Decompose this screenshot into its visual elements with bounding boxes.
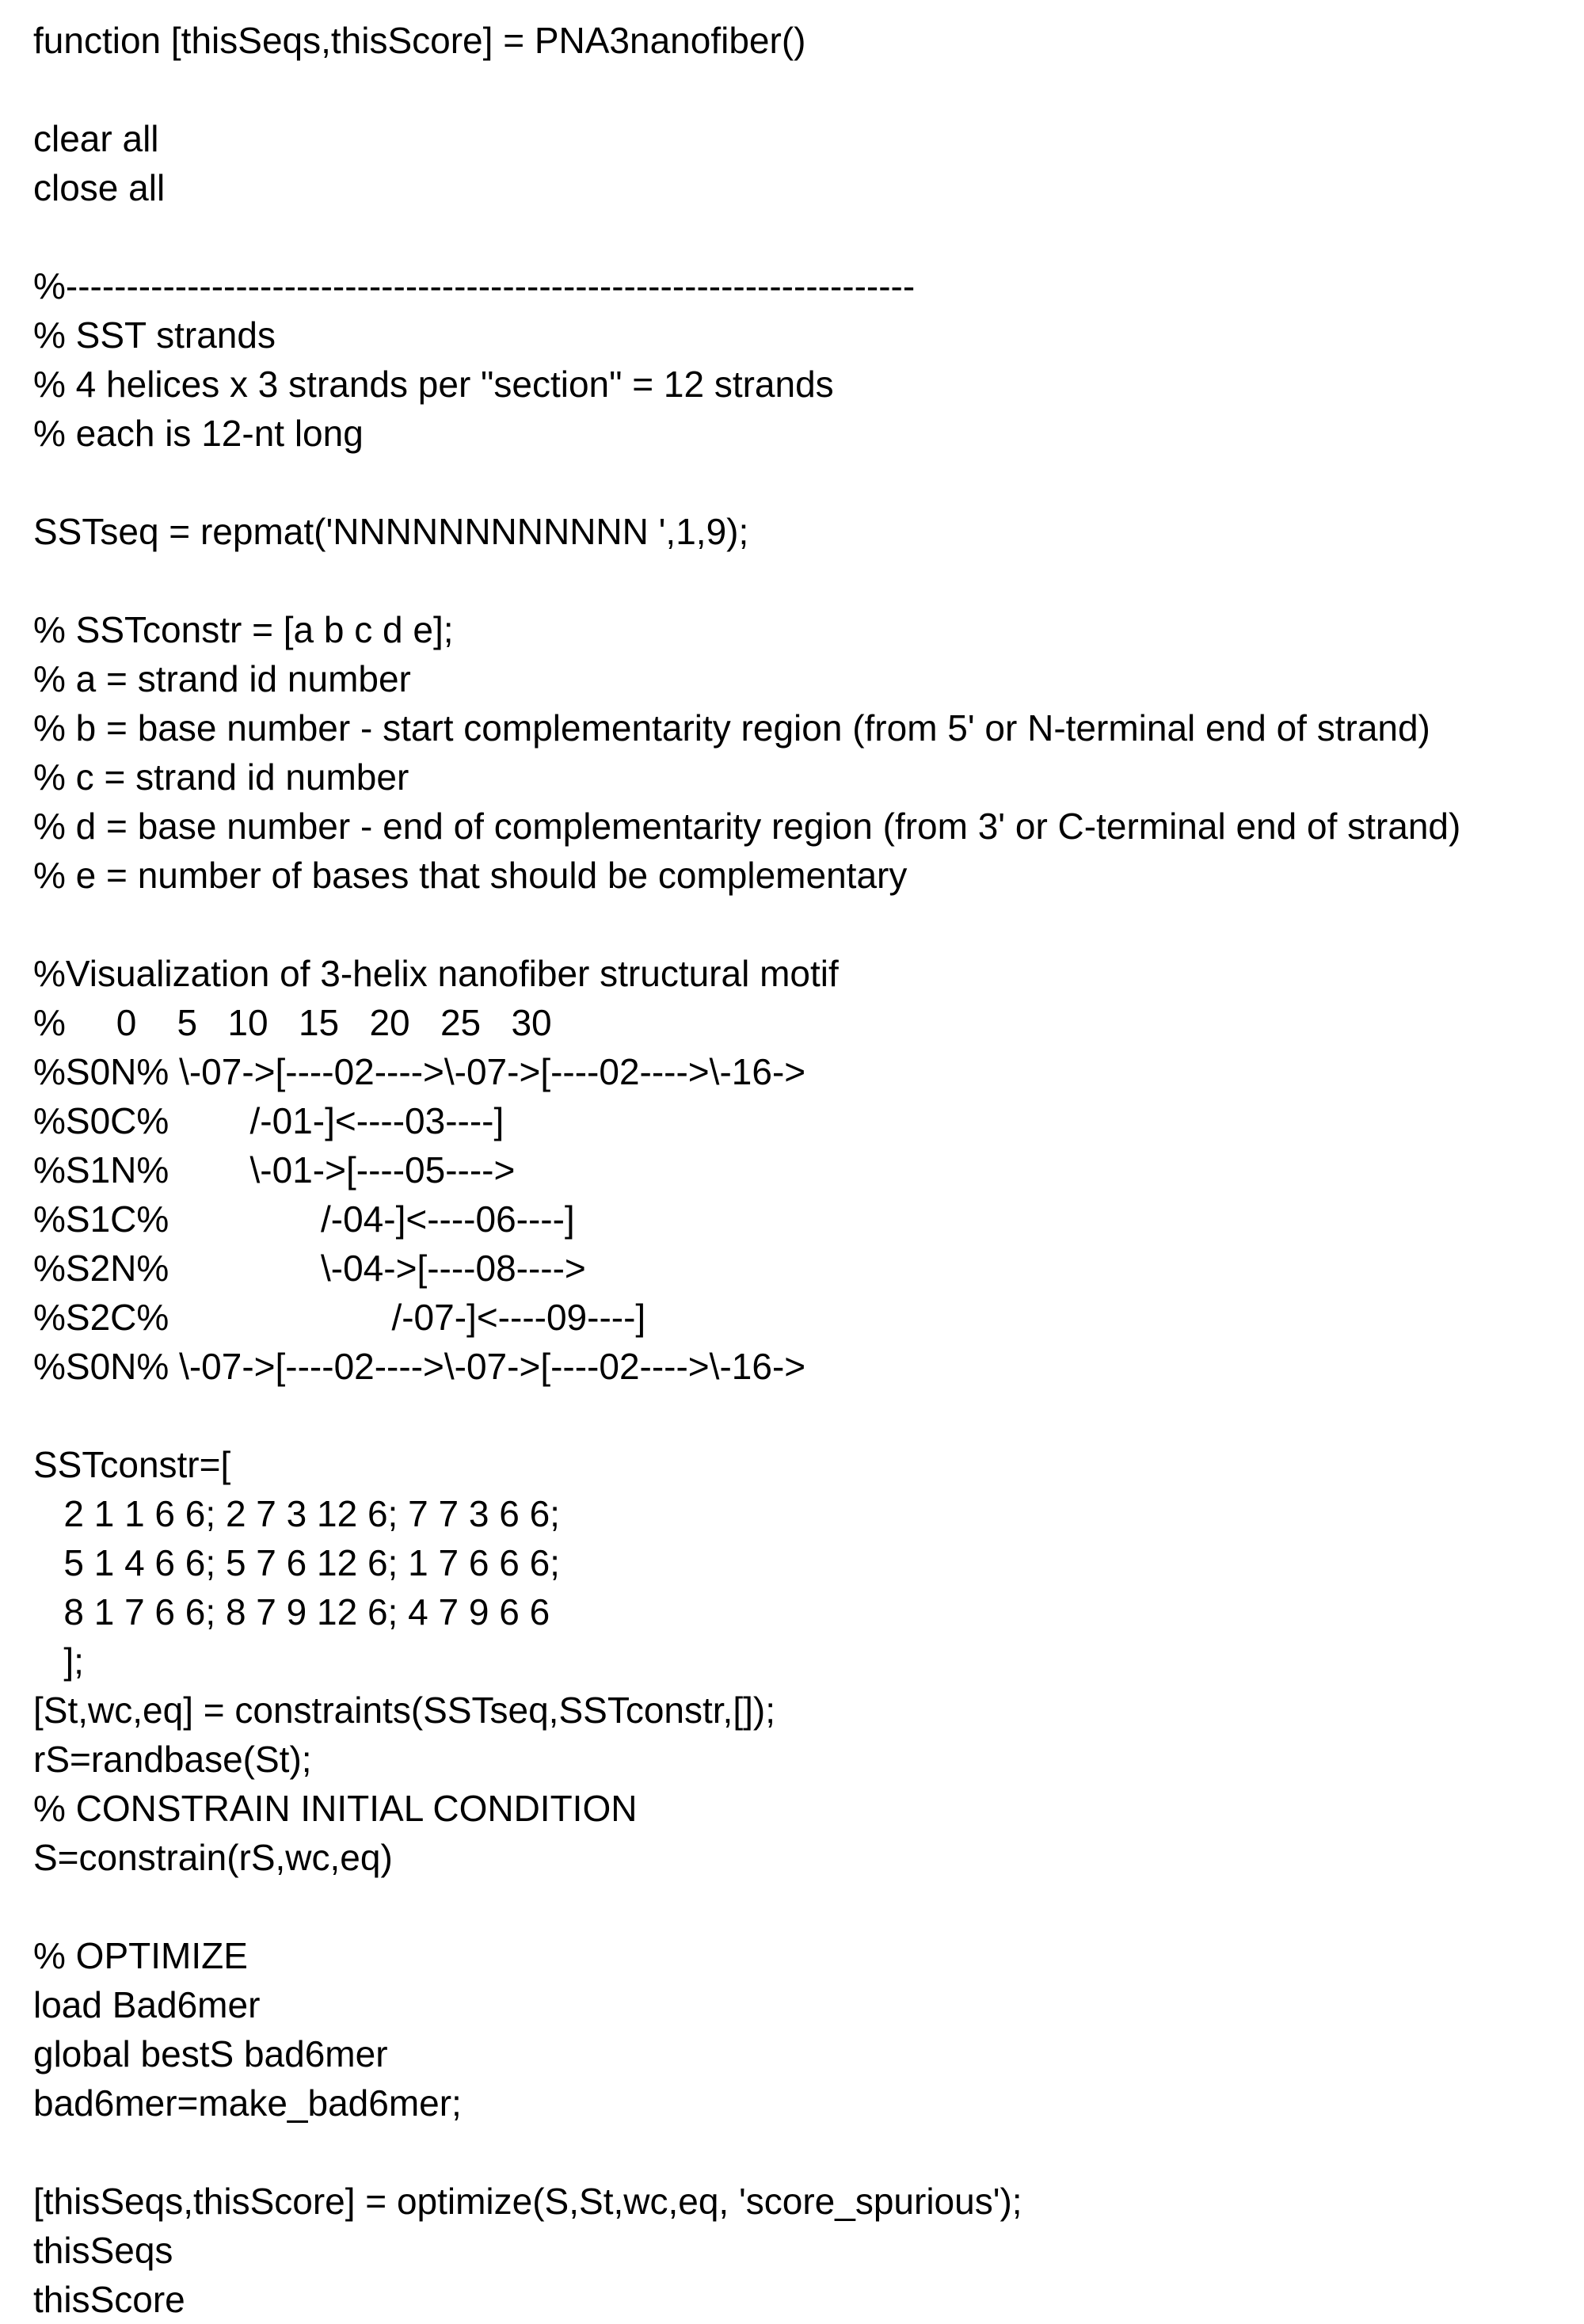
visualization-row: %S0C% /-01-]<----03----] [33,1100,505,1141]
blank-line [33,1391,1584,1440]
sstconstr-close: ]; [33,1640,84,1682]
blank-line [33,900,1584,949]
make-bad6mer-line: bad6mer=make_bad6mer; [33,2082,462,2124]
separator-comment: %---------------------------------------------------------------------- [33,265,916,307]
this-seqs-output: thisSeqs [33,2230,173,2271]
load-bad6mer-line: load Bad6mer [33,1984,261,2025]
blank-line [33,212,1584,261]
visualization-row: %S0N% \-07->[----02---->\-07->[----02---->\-16-> [33,1051,806,1092]
constraints-call: [St,wc,eq] = constraints(SSTseq,SSTconstr,[]); [33,1690,775,1731]
blank-line [33,458,1584,507]
blank-line [33,2128,1584,2177]
visualization-title: %Visualization of 3-helix nanofiber structural motif [33,953,839,994]
visualization-row: %S2N% \-04->[----08----> [33,1248,586,1289]
constr-legend-line: % e = number of bases that should be complementary [33,855,908,896]
sstseq-line: SSTseq = repmat('NNNNNNNNNNNN ',1,9); [33,511,749,552]
visualization-row: %S0N% \-07->[----02---->\-07->[----02---->\-16-> [33,1346,806,1387]
close-all-line: close all [33,167,166,208]
sstconstr-open: SSTconstr=[ [33,1444,231,1485]
clear-all-line: clear all [33,118,159,159]
constrain-comment: % CONSTRAIN INITIAL CONDITION [33,1788,638,1829]
constr-legend-line: % b = base number - start complementarity region (from 5' or N-terminal end of strand) [33,707,1430,749]
constr-legend-line: % SSTconstr = [a b c d e]; [33,609,454,650]
sstconstr-row: 5 1 4 6 6; 5 7 6 12 6; 1 7 6 6 6; [33,1542,560,1583]
constr-legend-line: % a = strand id number [33,658,411,699]
blank-line [33,65,1584,114]
this-score-output: thisScore [33,2279,185,2320]
randbase-call: rS=randbase(St); [33,1739,312,1780]
optimize-call: [thisSeqs,thisScore] = optimize(S,St,wc,eq, 'score_spurious'); [33,2181,1022,2222]
constr-legend-line: % d = base number - end of complementarity region (from 3' or C-terminal end of strand) [33,806,1461,847]
global-decl-line: global bestS bad6mer [33,2033,388,2074]
visualization-row: %S1C% /-04-]<----06----] [33,1198,575,1240]
visualization-row: %S2C% /-07-]<----09----] [33,1297,646,1338]
blank-line [33,1882,1584,1931]
function-signature: function [thisSeqs,thisScore] = PNA3nanofiber() [33,20,806,61]
sstconstr-row: 2 1 1 6 6; 2 7 3 12 6; 7 7 3 6 6; [33,1493,560,1534]
constrain-call: S=constrain(rS,wc,eq) [33,1837,393,1878]
visualization-ruler: % 0 5 10 15 20 25 30 [33,1002,552,1043]
visualization-row: %S1N% \-01->[----05----> [33,1149,516,1191]
strand-length-comment: % each is 12-nt long [33,413,364,454]
optimize-comment: % OPTIMIZE [33,1935,248,1976]
blank-line [33,556,1584,605]
constr-legend-line: % c = strand id number [33,756,409,798]
strand-count-comment: % 4 helices x 3 strands per "section" = 12 strands [33,364,834,405]
sstconstr-row: 8 1 7 6 6; 8 7 9 12 6; 4 7 9 6 6 [33,1591,550,1633]
sst-strands-comment: % SST strands [33,314,276,356]
